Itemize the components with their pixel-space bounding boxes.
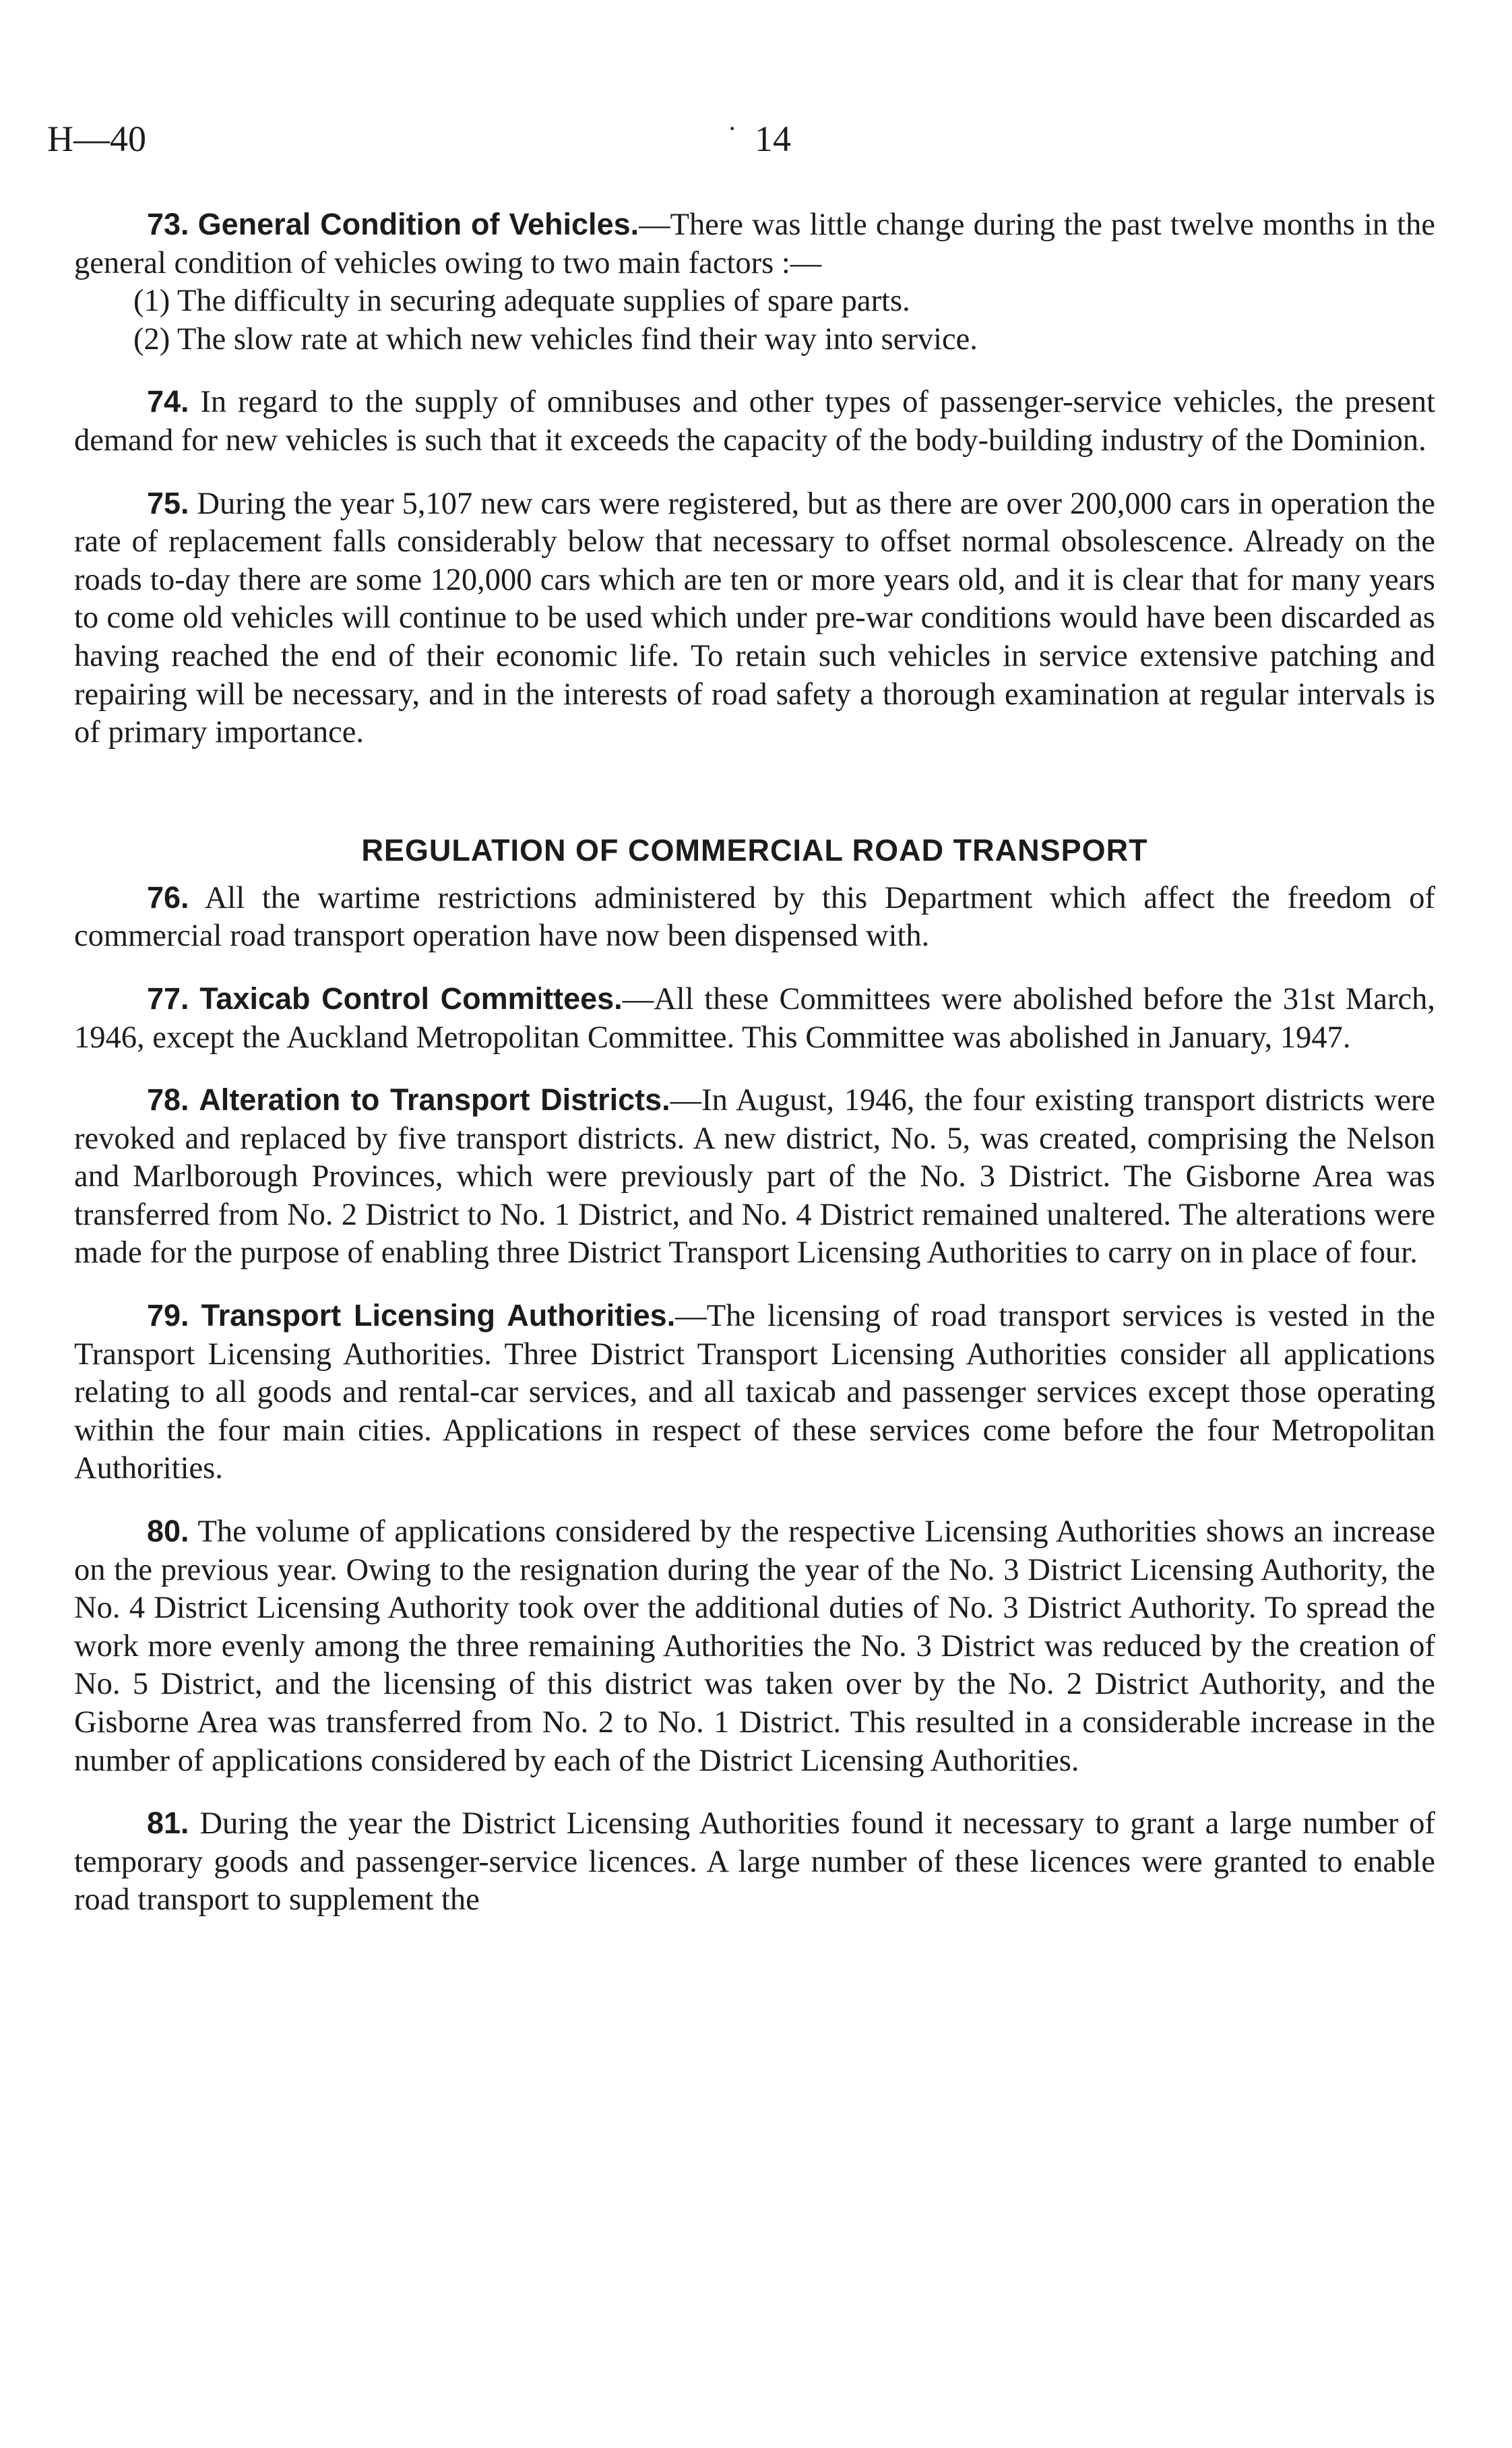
paragraph-heading: Taxicab Control Committees. (199, 981, 623, 1016)
paragraph-73 (74, 206, 1435, 282)
list-item: (2) The slow rate at which new vehicles find their way into service. (133, 322, 978, 357)
page-body (74, 206, 1435, 1920)
paragraph-81 (74, 1804, 1435, 1920)
document-reference: H—40 (47, 119, 146, 159)
list-item: (1) The difficulty in securing adequate supplies of spare parts. (133, 284, 910, 319)
paragraph-number: 78. (147, 1082, 189, 1118)
paragraph-79 (74, 1297, 1435, 1488)
paragraph-text: In regard to the supply of omnibuses and other types of passenger-service vehicles, the present demand for new vehicles is such that it exceeds the capacity of the body-building industry of the Dominion. (74, 385, 1435, 458)
paragraph-text: All the wartime restrictions administered by this Department which affect the freedom of commercial road transport operation have now been dispensed with. (74, 880, 1435, 954)
paragraph-number: 76. (147, 880, 189, 915)
paragraph-number: 74. (147, 384, 189, 419)
paragraph-text: During the year 5,107 new cars were registered, but as there are over 200,000 cars in operation the rate of replacement falls considerably below that necessary to offset normal obsolescence. Already on the roads to-day there are some 120,000 cars which are ten or more years old, and it is clear that for many years to come old vehicles will continue to be used which under pre-war conditions would have been discarded as having reached the end of their economic life. To retain such vehicles in service extensive patching and repairing will be necessary, and in the interests of road safety a thorough examination at regular intervals is of primary importance. (74, 486, 1435, 750)
page-number: 14 (755, 119, 791, 159)
paragraph-number: 80. (147, 1514, 189, 1549)
stray-mark: · (728, 113, 737, 144)
paragraph-text: —The licensing of road transport services is vested in the Transport Licensing Authorities. Three District Transport Licensing Authorities consider all applications relating to all goods and rental-car services, and all taxicab and passenger services except those operating within the four main cities. Applications in respect of these services come before the four Metropolitan Authorities. (74, 1299, 1435, 1486)
paragraph-number: 81. (147, 1806, 189, 1841)
paragraph-heading: Transport Licensing Authorities. (201, 1298, 676, 1333)
paragraph-text: —All these Committees were abolished before the 31st March, 1946, except the Auckland Metropolitan Committee. This Committee was abolished in January, 1947. (74, 981, 1436, 1055)
paragraph-78 (74, 1081, 1435, 1273)
paragraph-heading: Alteration to Transport Districts. (199, 1082, 670, 1118)
paragraph-number: 79. (147, 1298, 189, 1333)
paragraph-number: 75. (147, 485, 189, 520)
paragraph-76 (74, 879, 1435, 956)
paragraph-77 (74, 980, 1435, 1057)
paragraph-75 (74, 485, 1435, 752)
section-title: REGULATION OF COMMERCIAL ROAD TRANSPORT (361, 832, 1148, 867)
paragraph-heading: General Condition of Vehicles. (197, 207, 639, 241)
paragraph-number: 73. (147, 207, 189, 241)
page-header (47, 113, 1462, 172)
paragraph-text: During the year the District Licensing Authorities found it necessary to grant a large number of temporary goods and passenger-service licences. A large number of these licences were granted to enable road transport to supplement the (74, 1806, 1435, 1918)
paragraph-80 (74, 1512, 1435, 1780)
paragraph-74 (74, 383, 1435, 460)
paragraph-text: The volume of applications considered by the respective Licensing Authorities shows an increase on the previous year. Owing to the resignation during the year of the No. 3 District Licensing Authority, the No. 4 District Licensing Authority took over the additional duties of No. 3 District Authority. To spread the work more evenly among the three remaining Authorities the No. 3 District was reduced by the creation of No. 5 District, and the licensing of this district was taken over by the No. 2 District Authority, and the Gisborne Area was transferred from No. 2 to No. 1 District. This resulted in a considerable increase in the number of applications considered by each of the District Licensing Authorities. (74, 1514, 1435, 1778)
paragraph-text: —There was little change during the past twelve months in the general condition of vehicles owing to two main factors :— (74, 208, 1435, 280)
paragraph-text: —In August, 1946, the four existing transport districts were revoked and replaced by five transport districts. A new district, No. 5, was created, comprising the Nelson and Marlborough Provinces, which were previously part of the No. 3 District. The Gisborne Area was transferred from No. 2 District to No. 1 District, and No. 4 District remained unaltered. The alterations were made for the purpose of enabling three District Transport Licensing Authorities to carry on in place of four. (74, 1083, 1435, 1271)
paragraph-number: 77. (147, 981, 189, 1016)
